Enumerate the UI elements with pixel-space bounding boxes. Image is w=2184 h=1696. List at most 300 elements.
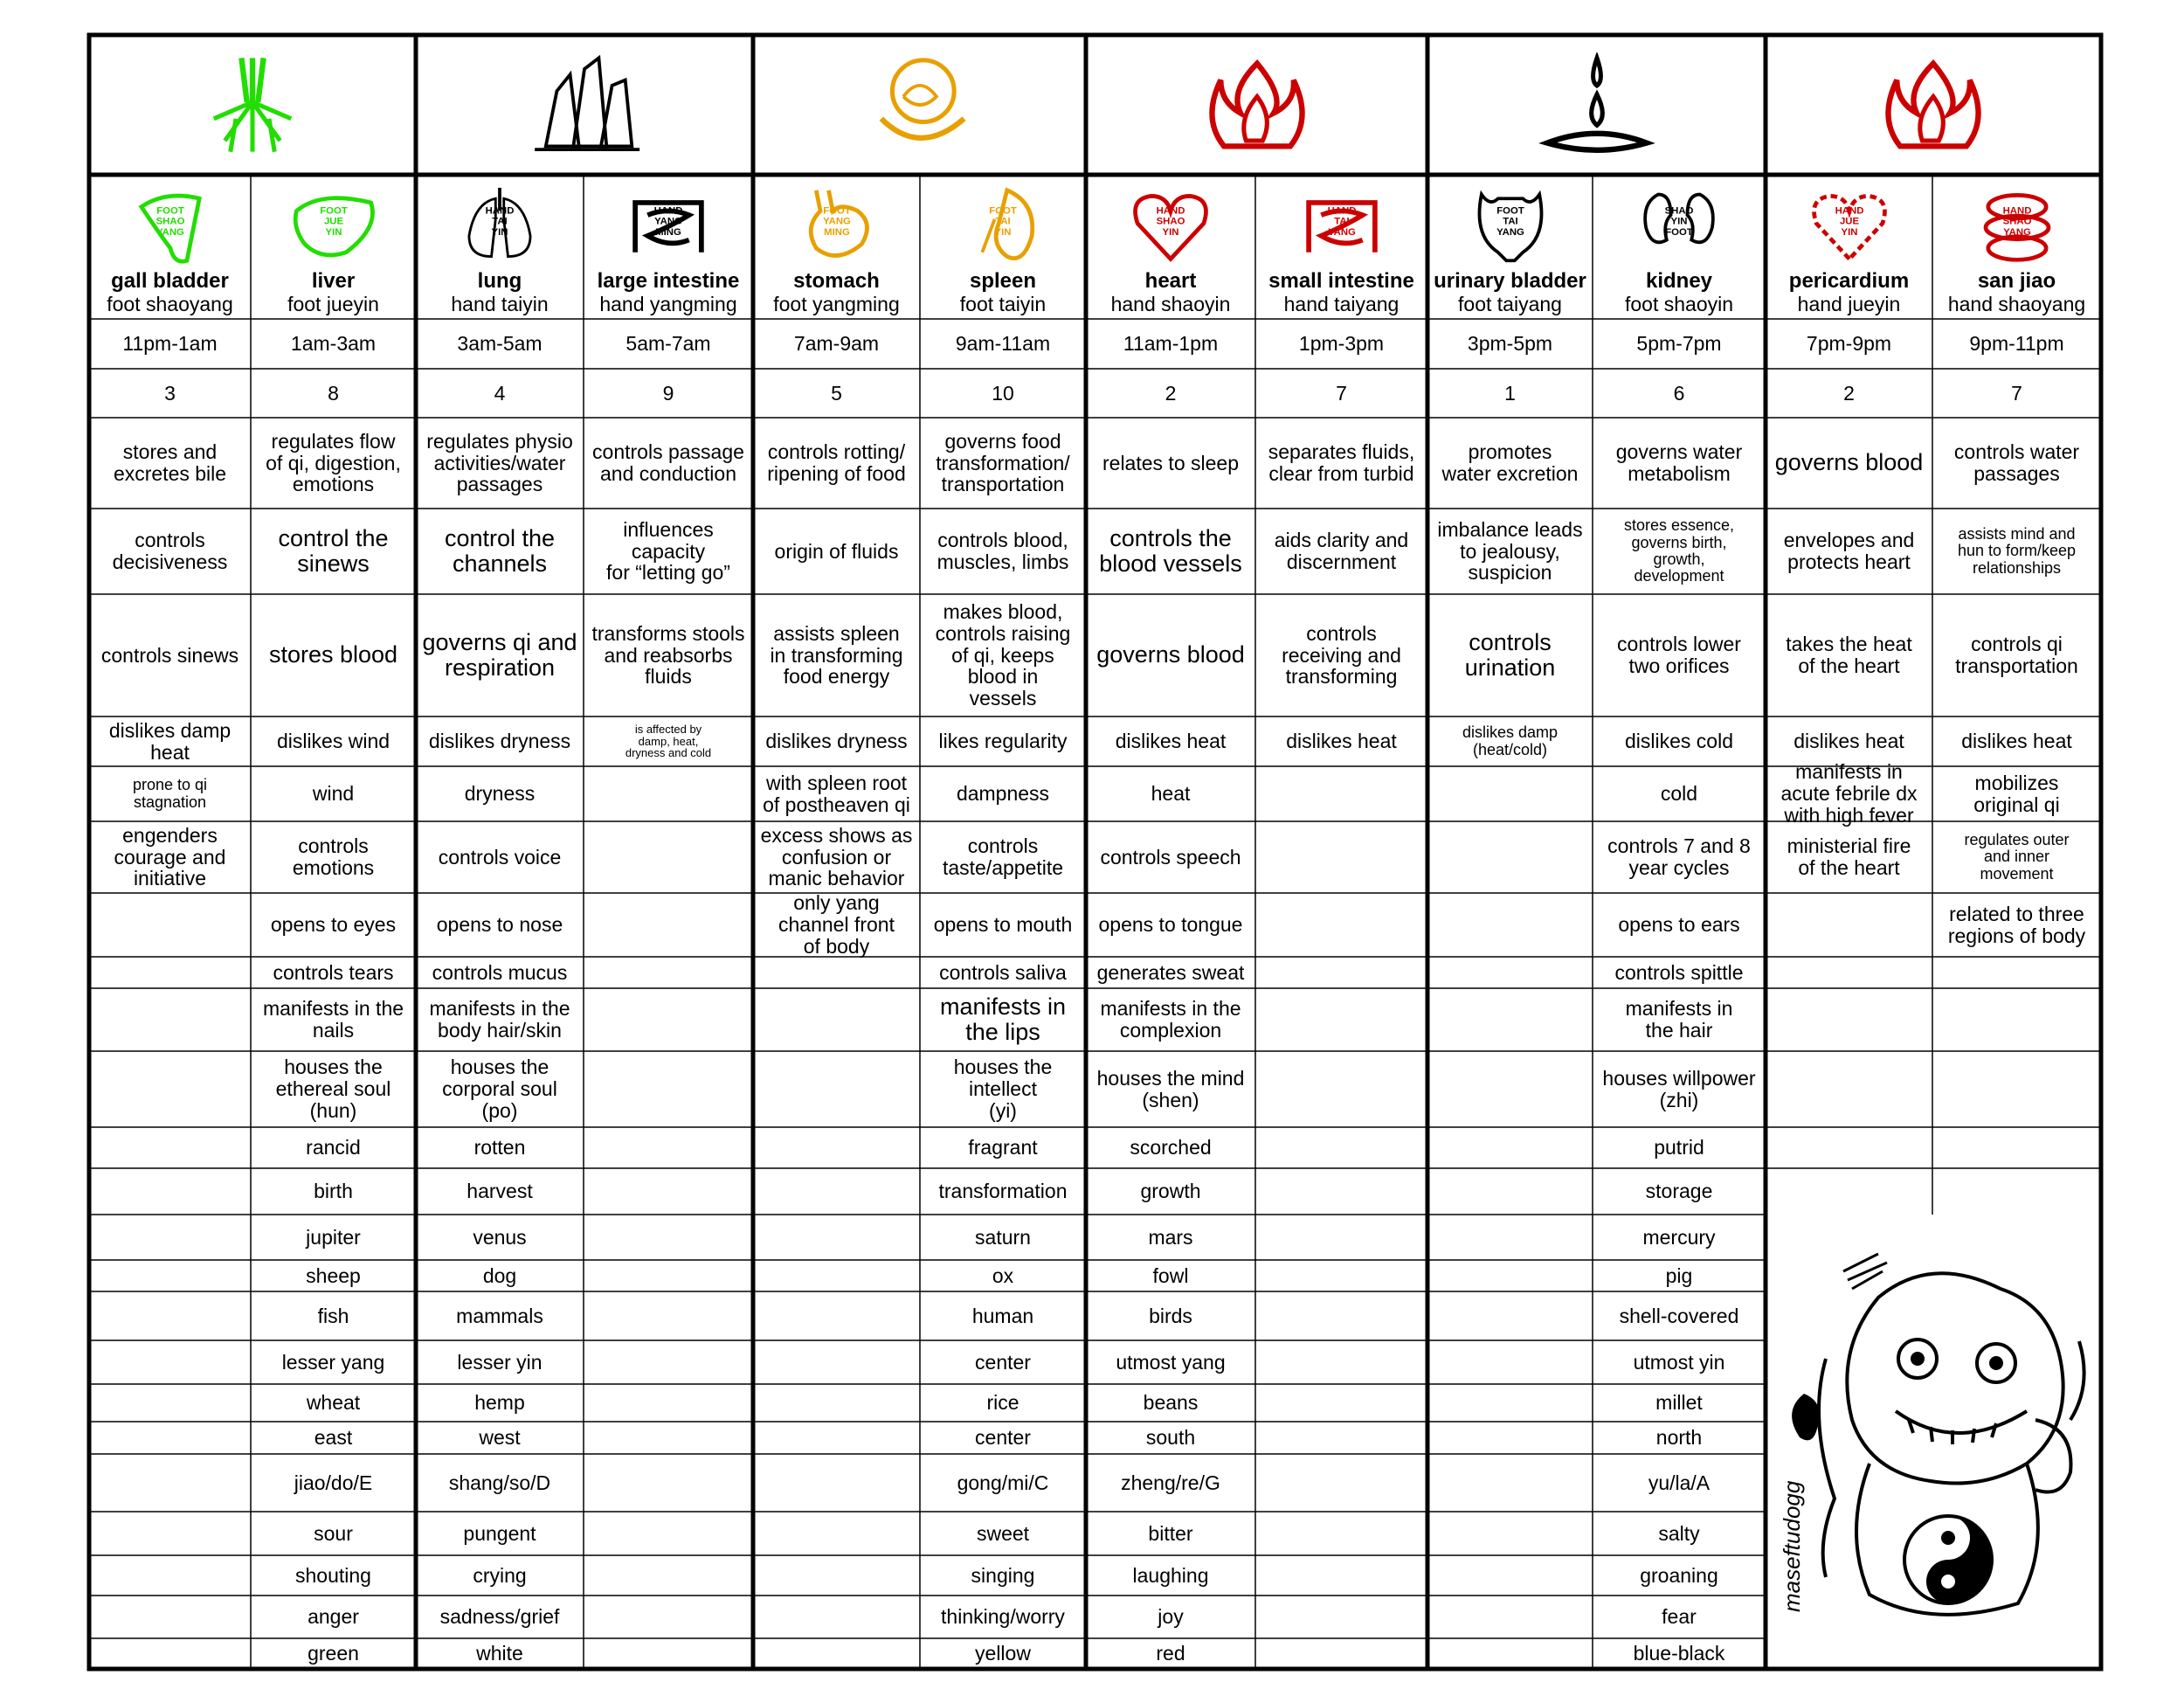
channel-icon-label: FOOT TAI YANG bbox=[1496, 205, 1524, 239]
chart-cell: scorched bbox=[1130, 1136, 1212, 1160]
chart-cell: dislikes damp heat bbox=[108, 718, 232, 764]
chart-cell: controls 7 and 8 year cycles bbox=[1607, 834, 1751, 879]
organ-name: stomach bbox=[793, 269, 880, 294]
chart-cell bbox=[1932, 988, 2101, 1051]
chart-cell: controls urination bbox=[1464, 628, 1556, 681]
chart-cell bbox=[1766, 957, 1932, 988]
channel-icon-label: FOOT TAI YIN bbox=[989, 205, 1017, 239]
chart-cell bbox=[1255, 1260, 1427, 1291]
chart-cell bbox=[584, 1051, 753, 1127]
chart-cell: bitter bbox=[1148, 1521, 1193, 1545]
chart-cell bbox=[1427, 1168, 1593, 1215]
chart-cell bbox=[753, 988, 920, 1051]
chart-cell: controls mucus bbox=[432, 960, 568, 984]
chart-cell: west bbox=[479, 1426, 521, 1450]
organ-name: gall bladder bbox=[111, 269, 229, 294]
chart-cell bbox=[584, 1384, 753, 1422]
chart-cell bbox=[1255, 766, 1427, 821]
chart-cell: controls sinews bbox=[100, 643, 239, 667]
chart-cell bbox=[1255, 1454, 1427, 1512]
chart-cell bbox=[584, 893, 753, 957]
chart-cell: dislikes heat bbox=[1794, 730, 1904, 753]
chart-cell bbox=[1427, 1384, 1593, 1422]
chart-cell: utmost yin bbox=[1633, 1350, 1725, 1374]
chart-cell: 5pm-7pm bbox=[1636, 332, 1722, 356]
chart-cell: manifests in the complexion bbox=[1100, 997, 1241, 1042]
chart-cell: engenders courage and initiative bbox=[114, 823, 226, 890]
chart-cell bbox=[1427, 1454, 1593, 1512]
chart-cell: cold bbox=[1660, 782, 1698, 806]
chart-cell: 9pm-11pm bbox=[1969, 332, 2064, 356]
organ-name: san jiao bbox=[1977, 269, 2056, 294]
channel-name: foot taiyin bbox=[959, 292, 1047, 315]
chart-cell bbox=[89, 957, 251, 988]
chart-cell: mammals bbox=[456, 1304, 543, 1327]
chart-cell bbox=[1255, 1596, 1427, 1638]
chart-cell bbox=[1427, 1291, 1593, 1340]
chart-cell: 5am-7am bbox=[625, 332, 711, 356]
chart-cell: dryness bbox=[464, 782, 536, 806]
chart-cell: controls the blood vessels bbox=[1099, 524, 1242, 577]
chart-cell: takes the heat of the heart bbox=[1786, 633, 1912, 677]
chart-cell bbox=[89, 1215, 251, 1260]
chart-cell: pungent bbox=[463, 1521, 536, 1545]
chart-cell bbox=[753, 1291, 920, 1340]
chart-cell: regulates outer and inner movement bbox=[1964, 830, 2070, 883]
channel-name: hand taiyang bbox=[1283, 292, 1400, 315]
chart-cell: 2 bbox=[1165, 381, 1177, 405]
organ-name: spleen bbox=[969, 269, 1037, 294]
chart-cell: mobilizes original qi bbox=[1973, 771, 2060, 816]
chart-cell bbox=[1427, 1051, 1593, 1127]
organ-header-stomach bbox=[753, 175, 920, 319]
chart-cell bbox=[753, 1168, 920, 1215]
channel-icon-label: HAND SHAO YIN bbox=[1156, 205, 1185, 239]
roots-icon bbox=[191, 52, 314, 157]
chart-cell bbox=[584, 1168, 753, 1215]
chart-cell bbox=[89, 1384, 251, 1422]
chart-cell: likes regularity bbox=[938, 730, 1068, 753]
chart-cell: is affected by damp, heat, dryness and cold bbox=[625, 723, 712, 760]
chart-cell bbox=[1255, 1291, 1427, 1340]
chart-cell bbox=[753, 1340, 920, 1384]
chart-cell: yellow bbox=[975, 1642, 1031, 1665]
san-jiao-icon bbox=[1969, 186, 2065, 265]
chart-cell bbox=[1427, 1555, 1593, 1596]
chart-cell bbox=[1932, 1168, 2101, 1215]
organ-name: lung bbox=[477, 269, 522, 294]
chart-cell: governs food transformation/ transportation bbox=[936, 429, 1070, 496]
chart-cell bbox=[1255, 1215, 1427, 1260]
chart-cell bbox=[1255, 1555, 1427, 1596]
chart-cell: 7 bbox=[2011, 381, 2022, 405]
chart-cell: rice bbox=[986, 1391, 1019, 1415]
chart-cell: opens to ears bbox=[1618, 913, 1740, 937]
chart-cell: venus bbox=[473, 1225, 527, 1249]
chart-cell: human bbox=[971, 1304, 1034, 1327]
chart-cell: groaning bbox=[1640, 1563, 1718, 1587]
chart-cell: governs blood bbox=[1774, 449, 1924, 476]
chart-cell: singing bbox=[971, 1563, 1035, 1587]
organ-name: kidney bbox=[1645, 269, 1713, 294]
chart-cell: dislikes heat bbox=[1115, 730, 1227, 753]
chart-cell bbox=[584, 1454, 753, 1512]
chart-cell: anger bbox=[308, 1605, 359, 1629]
chart-cell: related to three regions of body bbox=[1947, 902, 2086, 947]
chart-cell: zheng/re/G bbox=[1121, 1471, 1220, 1494]
chart-cell bbox=[1255, 893, 1427, 957]
chart-cell: controls qi transportation bbox=[1955, 633, 2078, 677]
chart-cell: birds bbox=[1149, 1304, 1192, 1327]
chart-cell: 4 bbox=[494, 381, 506, 405]
chart-cell: governs water metabolism bbox=[1615, 440, 1743, 485]
chart-cell: control the channels bbox=[444, 524, 556, 577]
chart-cell: north bbox=[1655, 1426, 1703, 1450]
chart-cell: assists mind and hun to form/keep relationships bbox=[1957, 524, 2077, 577]
chart-cell: regulates physio activities/water passages bbox=[426, 429, 573, 496]
chart-cell: governs qi and respiration bbox=[422, 628, 577, 681]
chart-cell bbox=[89, 1340, 251, 1384]
chart-cell bbox=[1427, 1512, 1593, 1555]
chart-cell bbox=[89, 988, 251, 1051]
chart-cell: 1 bbox=[1504, 381, 1516, 405]
chart-cell: 9am-11am bbox=[955, 332, 1051, 356]
chart-cell: 1am-3am bbox=[290, 332, 377, 356]
chart-cell: east bbox=[314, 1426, 353, 1450]
chart-cell: millet bbox=[1655, 1391, 1703, 1415]
chart-cell bbox=[584, 957, 753, 988]
heart-icon bbox=[1123, 186, 1219, 265]
chart-cell: 11am-1pm bbox=[1123, 332, 1219, 356]
chart-cell: assists spleen in transforming food energy bbox=[770, 621, 903, 689]
chart-cell: wind bbox=[312, 782, 355, 806]
chart-cell bbox=[584, 821, 753, 893]
chart-cell: dislikes heat bbox=[1286, 730, 1397, 753]
chart-cell: influences capacity for “letting go” bbox=[606, 517, 730, 585]
organ-name: large intestine bbox=[597, 269, 740, 294]
chart-cell bbox=[89, 893, 251, 957]
channel-icon-label: HAND TAI YIN bbox=[485, 205, 515, 239]
channel-name: hand shaoyang bbox=[1947, 292, 2086, 315]
chart-cell: saturn bbox=[975, 1225, 1031, 1249]
channel-name: hand jueyin bbox=[1797, 292, 1901, 315]
organ-name: small intestine bbox=[1268, 269, 1414, 294]
chart-cell: 7am-9am bbox=[793, 332, 880, 356]
chart-cell: growth bbox=[1140, 1180, 1201, 1203]
chart-cell: houses the intellect (yi) bbox=[953, 1056, 1053, 1122]
chart-cell: ox bbox=[992, 1263, 1014, 1287]
organ-header-gall-bladder bbox=[89, 175, 251, 319]
chart-cell bbox=[753, 1422, 920, 1454]
chart-cell: storage bbox=[1645, 1180, 1713, 1203]
chart-cell bbox=[1255, 1384, 1427, 1422]
chart-cell: only yang channel front of body bbox=[778, 891, 895, 958]
chart-cell: fish bbox=[317, 1304, 349, 1327]
chart-cell: white bbox=[476, 1642, 523, 1665]
chart-cell: transforms stools and reabsorbs fluids bbox=[591, 621, 745, 689]
chart-cell: opens to tongue bbox=[1098, 913, 1243, 937]
chart-cell: generates sweat bbox=[1096, 960, 1245, 984]
chart-cell bbox=[1255, 988, 1427, 1051]
chart-cell: 8 bbox=[328, 381, 339, 405]
chart-cell bbox=[89, 1422, 251, 1454]
chart-cell: green bbox=[308, 1642, 359, 1665]
chart-cell: yu/la/A bbox=[1648, 1471, 1711, 1494]
chart-cell: mercury bbox=[1642, 1225, 1716, 1249]
chart-cell bbox=[584, 1596, 753, 1638]
chart-cell: houses the mind (shen) bbox=[1096, 1066, 1245, 1111]
channel-name: foot shaoyin bbox=[1624, 292, 1734, 315]
chart-cell: pig bbox=[1665, 1263, 1693, 1287]
stomach-icon bbox=[789, 186, 885, 265]
chart-cell bbox=[753, 1260, 920, 1291]
chart-cell: dislikes dryness bbox=[428, 730, 571, 753]
chart-cell bbox=[1255, 1168, 1427, 1215]
chart-cell: controls blood, muscles, limbs bbox=[936, 529, 1069, 573]
chart-cell: controls water passages bbox=[1953, 440, 2080, 485]
gallbladder-icon bbox=[122, 186, 218, 265]
chart-cell: houses the ethereal soul (hun) bbox=[275, 1056, 391, 1122]
chart-cell: sadness/grief bbox=[439, 1605, 560, 1629]
chart-cell: origin of fluids bbox=[774, 539, 899, 563]
chart-cell bbox=[584, 1555, 753, 1596]
chart-cell bbox=[1427, 893, 1593, 957]
chart-cell: dislikes dryness bbox=[765, 730, 908, 753]
chart-cell: 11pm-1am bbox=[122, 332, 218, 356]
chart-cell bbox=[753, 1127, 920, 1168]
large-intestine-icon bbox=[620, 186, 716, 265]
chart-cell: mars bbox=[1148, 1225, 1193, 1249]
chart-cell: 3am-5am bbox=[457, 332, 543, 356]
spleen-icon bbox=[955, 186, 1051, 265]
flame-icon bbox=[1196, 52, 1318, 157]
chart-cell: gong/mi/C bbox=[957, 1471, 1049, 1494]
chart-cell bbox=[1766, 988, 1932, 1051]
chart-cell: controls lower two orifices bbox=[1617, 633, 1741, 677]
chart-cell bbox=[1932, 957, 2101, 988]
chart-cell: manifests in the nails bbox=[262, 997, 404, 1042]
chart-cell: manifests in the lips bbox=[939, 993, 1067, 1045]
chart-cell bbox=[1427, 1215, 1593, 1260]
chart-cell: control the sinews bbox=[278, 524, 389, 577]
chart-cell bbox=[1255, 1512, 1427, 1555]
signature: maseftudogg bbox=[1779, 1480, 1805, 1612]
channel-name: foot taiyang bbox=[1458, 292, 1562, 315]
chart-cell: manifests in the hair bbox=[1625, 997, 1733, 1042]
chart-cell bbox=[1766, 1168, 1932, 1215]
chart-cell: envelopes and protects heart bbox=[1783, 529, 1915, 573]
small-intestine-icon bbox=[1294, 186, 1390, 265]
chart-cell: blue-black bbox=[1633, 1642, 1725, 1665]
channel-icon-label: HAND JUE YIN bbox=[1835, 205, 1863, 239]
chart-cell bbox=[1255, 1051, 1427, 1127]
organ-header-kidney bbox=[1593, 175, 1766, 319]
bladder-icon bbox=[1462, 186, 1559, 265]
chart-cell bbox=[1766, 893, 1932, 957]
chart-cell: houses willpower (zhi) bbox=[1602, 1066, 1756, 1111]
organ-header-large-intestine bbox=[584, 175, 753, 319]
chart-cell: stores essence, governs birth, growth, development bbox=[1623, 516, 1735, 585]
organ-name: pericardium bbox=[1788, 269, 1910, 294]
chart-cell bbox=[1427, 1422, 1593, 1454]
chart-cell bbox=[1766, 1051, 1932, 1127]
chart-cell: controls tears bbox=[273, 960, 394, 984]
chart-cell: jupiter bbox=[306, 1225, 361, 1249]
chart-cell bbox=[753, 1384, 920, 1422]
chart-cell: dislikes wind bbox=[276, 730, 390, 753]
chart-cell bbox=[1427, 988, 1593, 1051]
pericardium-icon bbox=[1801, 186, 1897, 265]
chart-cell: center bbox=[975, 1426, 1031, 1450]
chart-cell: harvest bbox=[467, 1180, 533, 1203]
channel-name: foot shaoyang bbox=[107, 292, 233, 315]
chart-cell bbox=[89, 1051, 251, 1127]
chart-cell: wheat bbox=[306, 1391, 361, 1415]
chart-cell: controls rotting/ ripening of food bbox=[767, 440, 906, 485]
chart-cell bbox=[753, 1454, 920, 1512]
organ-header-heart bbox=[1086, 175, 1255, 319]
chart-cell: opens to eyes bbox=[270, 913, 397, 937]
liver-icon bbox=[286, 186, 382, 265]
chart-cell: 3 bbox=[164, 381, 176, 405]
chart-cell bbox=[1427, 821, 1593, 893]
chart-cell: controls spittle bbox=[1614, 960, 1744, 984]
chart-cell: lesser yin bbox=[457, 1350, 543, 1374]
chart-cell bbox=[89, 1512, 251, 1555]
chart-cell bbox=[1427, 1638, 1593, 1669]
channel-icon-label: FOOT JUE YIN bbox=[319, 205, 348, 239]
chart-cell: dislikes damp (heat/cold) bbox=[1462, 723, 1559, 758]
chart-cell: lesser yang bbox=[281, 1350, 385, 1374]
chart-cell bbox=[584, 1340, 753, 1384]
chart-cell: 9 bbox=[662, 381, 674, 405]
chart-cell: 10 bbox=[992, 381, 1014, 405]
chart-cell: regulates flow of qi, digestion, emotions bbox=[266, 429, 401, 496]
chart-cell: dog bbox=[482, 1263, 517, 1287]
chart-cell bbox=[584, 1638, 753, 1669]
earth-hand-icon bbox=[859, 52, 981, 157]
chart-cell bbox=[753, 1555, 920, 1596]
chart-cell bbox=[584, 1291, 753, 1340]
chart-cell bbox=[1766, 1127, 1932, 1168]
chart-cell bbox=[89, 1291, 251, 1340]
chart-cell: jiao/do/E bbox=[294, 1471, 373, 1494]
chart-cell bbox=[584, 1512, 753, 1555]
chart-cell: ministerial fire of the heart bbox=[1787, 834, 1911, 879]
chart-cell: aids clarity and discernment bbox=[1274, 529, 1409, 573]
channel-icon-label: HAND SHAO YANG bbox=[2002, 205, 2031, 239]
chart-cell: stores blood bbox=[268, 641, 398, 668]
chart-cell: dampness bbox=[956, 782, 1050, 806]
organ-header-spleen bbox=[920, 175, 1086, 319]
chart-cell bbox=[1255, 1340, 1427, 1384]
chart-cell bbox=[89, 1127, 251, 1168]
chart-cell: center bbox=[975, 1350, 1031, 1374]
organ-header-lung bbox=[416, 175, 584, 319]
chart-cell: sheep bbox=[306, 1263, 361, 1287]
chart-cell: shouting bbox=[295, 1563, 371, 1587]
channel-icon-label: SHAO YIN FOOT bbox=[1664, 205, 1694, 239]
chart-cell bbox=[1255, 1638, 1427, 1669]
chart-cell bbox=[1427, 1127, 1593, 1168]
chart-cell: hemp bbox=[474, 1391, 525, 1415]
chart-cell: imbalance leads to jealousy, suspicion bbox=[1437, 517, 1583, 585]
flame-icon bbox=[1872, 52, 1994, 157]
chart-cell bbox=[1255, 1422, 1427, 1454]
chart-cell: relates to sleep bbox=[1102, 451, 1239, 474]
chart-cell: fear bbox=[1662, 1605, 1697, 1629]
chart-cell bbox=[753, 1638, 920, 1669]
channel-icon-label: FOOT YANG MING bbox=[822, 205, 851, 239]
chart-cell bbox=[753, 1215, 920, 1260]
chart-cell: fowl bbox=[1152, 1263, 1189, 1287]
organ-header-pericardium bbox=[1766, 175, 1932, 319]
chart-cell: salty bbox=[1658, 1521, 1700, 1545]
chart-cell bbox=[89, 1638, 251, 1669]
chart-cell: crying bbox=[473, 1563, 527, 1587]
chart-cell bbox=[1427, 766, 1593, 821]
chart-cell: rotten bbox=[473, 1136, 526, 1160]
chart-cell: governs blood bbox=[1096, 641, 1245, 668]
chart-cell bbox=[1427, 1340, 1593, 1384]
chart-cell bbox=[1255, 821, 1427, 893]
chart-cell bbox=[753, 1051, 920, 1127]
chart-cell: dislikes cold bbox=[1625, 730, 1733, 753]
chart-cell bbox=[584, 1422, 753, 1454]
chart-cell: opens to nose bbox=[436, 913, 563, 937]
chart-cell bbox=[753, 1512, 920, 1555]
organ-header-urinary-bladder bbox=[1427, 175, 1593, 319]
chart-cell: stores and excretes bile bbox=[113, 440, 227, 485]
lungs-icon bbox=[452, 186, 548, 265]
organ-name: heart bbox=[1144, 269, 1197, 294]
chart-cell bbox=[584, 1127, 753, 1168]
chart-cell bbox=[89, 1596, 251, 1638]
chart-cell bbox=[1932, 1051, 2101, 1127]
chart-cell: controls voice bbox=[438, 845, 562, 869]
chart-cell: makes blood, controls raising of qi, keeps blood in vessels bbox=[935, 599, 1071, 710]
chart-cell: rancid bbox=[306, 1136, 361, 1160]
organ-header-liver bbox=[251, 175, 416, 319]
chart-cell: 2 bbox=[1843, 381, 1855, 405]
chart-cell bbox=[584, 988, 753, 1051]
chart-cell: utmost yang bbox=[1116, 1350, 1226, 1374]
chart-cell: thinking/worry bbox=[941, 1605, 1065, 1629]
kidneys-icon bbox=[1631, 186, 1727, 265]
chart-cell bbox=[89, 1260, 251, 1291]
chart-cell bbox=[1255, 957, 1427, 988]
water-drop-icon bbox=[1536, 52, 1658, 157]
chart-cell: birth bbox=[314, 1180, 353, 1203]
chart-cell: controls speech bbox=[1100, 845, 1241, 869]
chart-cell: south bbox=[1145, 1426, 1196, 1450]
chart-cell: sweet bbox=[976, 1521, 1030, 1545]
chart-cell bbox=[89, 1454, 251, 1512]
chart-cell bbox=[1427, 1596, 1593, 1638]
chart-cell: controls saliva bbox=[939, 960, 1067, 984]
chart-cell: shang/so/D bbox=[448, 1471, 551, 1494]
chart-cell: red bbox=[1156, 1642, 1185, 1665]
chart-cell: controls taste/appetite bbox=[942, 834, 1064, 879]
chart-cell: joy bbox=[1158, 1605, 1184, 1629]
chart-cell: controls decisiveness bbox=[112, 529, 228, 573]
chart-cell bbox=[753, 957, 920, 988]
chart-cell: with spleen root of postheaven qi bbox=[763, 771, 910, 816]
chart-cell: manifests in the body hair/skin bbox=[429, 997, 570, 1042]
chart-cell: beans bbox=[1143, 1391, 1199, 1415]
chart-cell: houses the corporal soul (po) bbox=[442, 1056, 557, 1122]
channel-name: foot jueyin bbox=[287, 292, 379, 315]
